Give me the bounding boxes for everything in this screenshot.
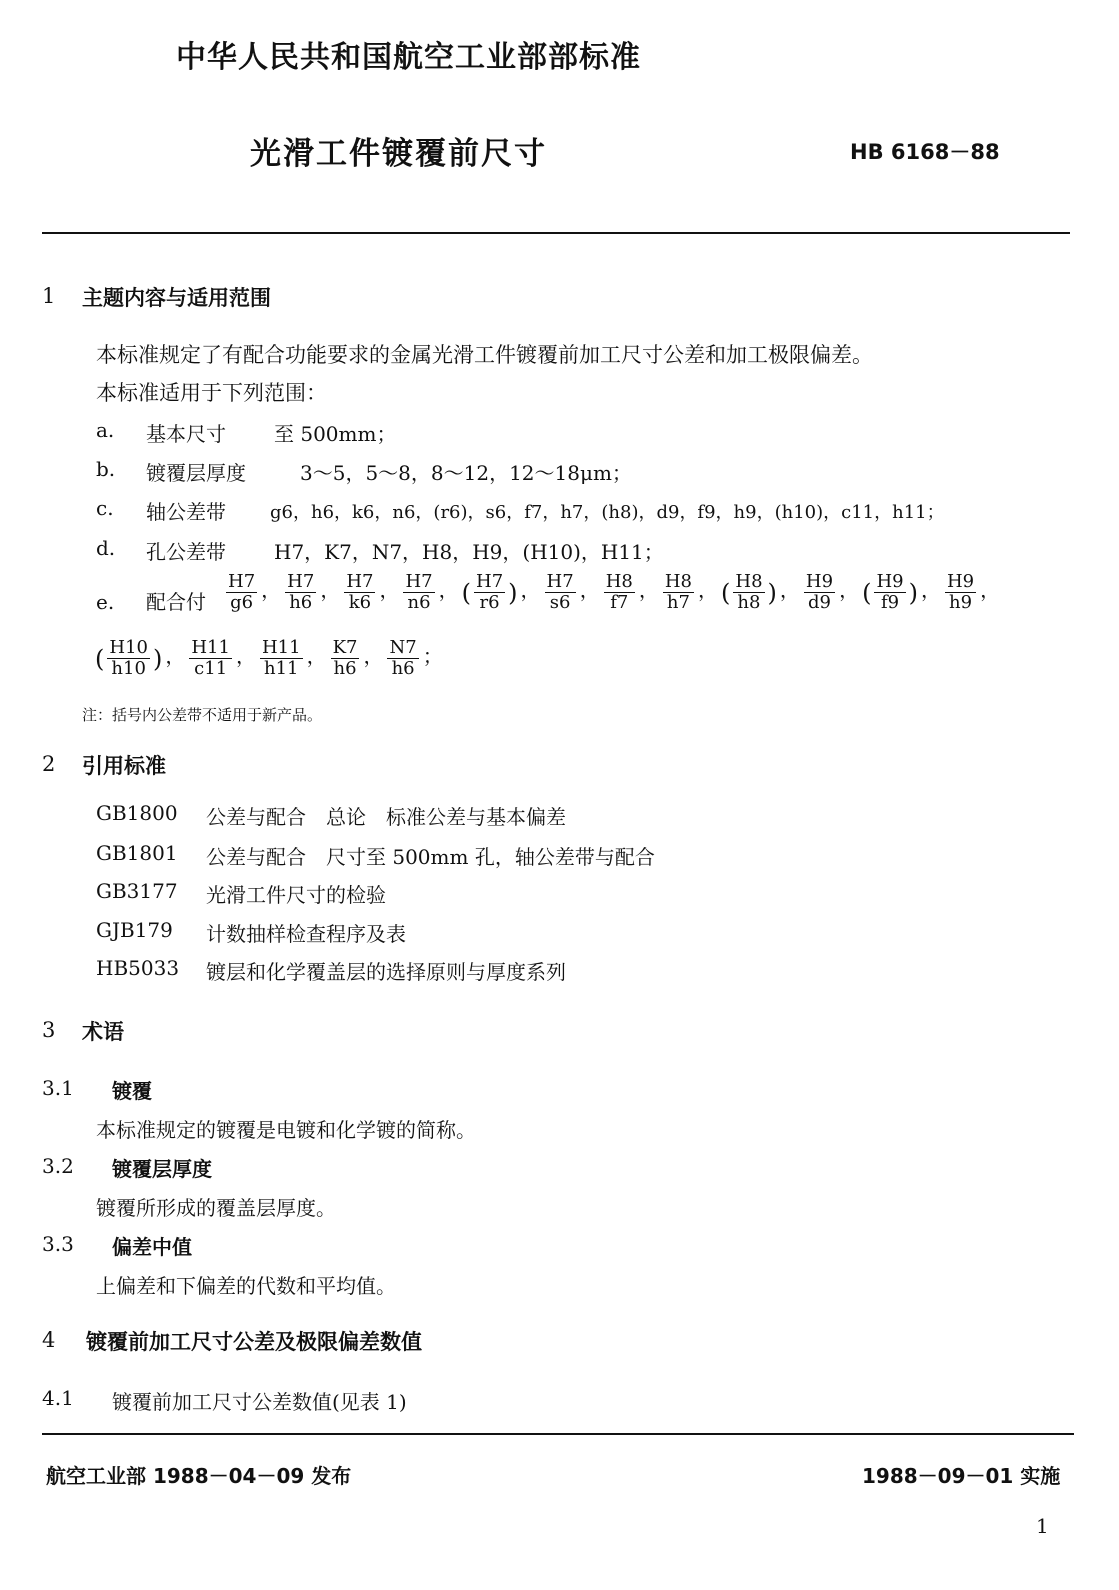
document-title: 光滑工件镀覆前尺寸 [250,136,547,172]
subsection-text: 镀覆前加工尺寸公差数值(见表 1) [112,1390,407,1414]
subsection-number: 4.1 [42,1386,74,1410]
fit-shaft: k6 [348,592,372,613]
separator: ， [638,578,659,602]
fit-hole: H8 [735,571,763,592]
section-1-heading: 主题内容与适用范围 [82,286,271,310]
page-number: 1 [1036,1514,1049,1538]
separator: ， [379,578,400,602]
footer-rule [42,1433,1074,1435]
fit-shaft: h6 [391,658,415,679]
fit-fraction [107,638,150,679]
list-item-name: 镀覆层厚度 [146,461,246,485]
issue-date: 航空工业部 1988－04－09 发布 [46,1464,352,1488]
fit-fraction [403,572,434,613]
fit-hole: H11 [191,637,230,658]
term-name: 镀覆 [112,1079,152,1103]
separator: ， [438,578,459,602]
reference-code: HB5033 [96,956,180,980]
list-item-value: 3～5，5～8，8～12，12～18μm； [300,461,632,485]
list-item-name: 基本尺寸 [146,422,226,446]
separator: ， [579,578,600,602]
close-paren: ) [767,578,777,607]
fit-hole: H11 [261,637,301,658]
fit-fraction [474,572,505,613]
section-1-scope-intro: 本标准适用于下列范围： [96,381,327,405]
section-1-number: 1 [42,284,56,308]
open-paren: ( [95,644,105,673]
fit-shaft: h7 [666,592,690,613]
separator: ， [165,644,186,668]
section-4-number: 4 [42,1328,56,1352]
term-definition: 上偏差和下偏差的代数和平均值。 [96,1274,396,1298]
reference-title: 公差与配合 尺寸至 500mm 孔，轴公差带与配合 [206,845,655,869]
fit-shaft: h9 [949,592,973,613]
term-number: 3.1 [42,1076,74,1100]
fit-hole: H10 [109,637,148,658]
list-item-label: e. [96,590,115,614]
fit-shaft: n6 [407,592,431,613]
note: 注：括号内公差带不适用于新产品。 [82,706,323,724]
reference-code: GB3177 [96,879,178,903]
fit-shaft: h8 [737,592,761,613]
separator: ， [320,578,341,602]
fit-shaft: c11 [194,658,228,679]
fit-fraction [387,638,418,679]
list-item-label: c. [96,496,114,520]
close-paren: ) [908,578,918,607]
fit-hole: H7 [287,571,315,592]
open-paren: ( [461,578,471,607]
fit-hole: H9 [805,571,834,592]
fit-shaft: h11 [264,658,299,679]
fit-hole: H7 [346,571,374,592]
fit-shaft: g6 [230,592,254,613]
fit-shaft: h10 [111,658,146,679]
fit-fraction [874,572,905,613]
list-item-name: 孔公差带 [146,540,226,564]
fit-hole: H9 [946,571,975,592]
fit-shaft: s6 [549,592,571,613]
reference-code: GB1801 [96,841,178,865]
separator: ， [839,578,860,602]
separator: ， [980,578,1001,602]
separator: ， [920,578,941,602]
reference-title: 镀层和化学覆盖层的选择原则与厚度系列 [206,960,566,984]
fit-hole: H7 [546,571,574,592]
term-number: 3.2 [42,1154,74,1178]
reference-title: 计数抽样检查程序及表 [206,922,406,946]
fit-shaft: d9 [807,592,831,613]
separator: ， [235,644,256,668]
header-rule [42,232,1070,234]
separator: ， [698,578,718,602]
reference-title: 光滑工件尺寸的检验 [206,883,386,907]
reference-code: GB1800 [96,801,178,825]
section-3-number: 3 [42,1018,56,1042]
fit-hole: H7 [405,571,433,592]
standard-code: HB 6168－88 [850,140,1000,164]
fit-hole: H7 [476,571,504,592]
fit-list-row-1 [224,572,1002,613]
separator: ， [261,578,282,602]
fit-hole: H7 [228,571,256,592]
term-number: 3.3 [42,1232,74,1256]
list-item-value: 至 500mm； [274,422,397,446]
fit-fraction [260,638,303,679]
section-1-paragraph: 本标准规定了有配合功能要求的金属光滑工件镀覆前加工尺寸公差和加工极限偏差。 [96,343,873,367]
section-3-heading: 术语 [82,1020,124,1044]
fit-hole: H8 [605,571,633,592]
open-paren: ( [721,578,731,607]
open-paren: ( [862,578,872,607]
list-item-label: a. [96,418,115,442]
term-name: 偏差中值 [112,1235,192,1259]
fit-fraction [733,572,764,613]
fit-hole: N7 [389,637,417,658]
separator: ； [422,644,443,668]
term-definition: 镀覆所形成的覆盖层厚度。 [96,1196,336,1220]
fit-fraction [285,572,316,613]
fit-fraction [804,572,835,613]
fit-shaft: f7 [610,592,629,613]
section-4-heading: 镀覆前加工尺寸公差及极限偏差数值 [86,1330,422,1354]
separator: ， [779,578,800,602]
reference-title: 公差与配合 总论 标准公差与基本偏差 [206,805,566,829]
fit-list-row-2 [94,638,445,679]
list-item-name: 轴公差带 [146,500,226,524]
fit-shaft: h6 [289,592,313,613]
list-item-label: b. [96,457,116,481]
list-item-value: g6，h6，k6，n6，(r6)，s6，f7，h7，(h8)，d9，f9，h9，(h10)，c11，h11； [270,502,945,523]
fit-fraction [545,572,576,613]
close-paren: ) [152,644,163,673]
fit-shaft: h6 [333,658,357,679]
section-2-number: 2 [42,752,56,776]
fit-shaft: f9 [880,592,900,613]
fit-fraction [226,572,257,613]
list-item-label: d. [96,536,116,560]
fit-fraction [331,638,360,679]
list-item-value: H7，K7，N7，H8，H9，(H10)，H11； [274,540,664,564]
fit-hole: H8 [664,571,692,592]
list-item-name: 配合付 [146,590,206,614]
fit-hole: K7 [332,637,358,658]
separator: ， [306,644,327,668]
fit-shaft: r6 [479,592,500,613]
separator: ， [363,644,384,668]
separator: ， [520,578,541,602]
issuing-authority: 中华人民共和国航空工业部部标准 [176,40,641,75]
fit-fraction [189,638,232,679]
fit-fraction [344,572,375,613]
fit-fraction [663,572,694,613]
term-name: 镀覆层厚度 [112,1157,212,1181]
section-2-heading: 引用标准 [82,754,166,778]
fit-fraction [604,572,635,613]
close-paren: ) [508,578,518,607]
reference-code: GJB179 [96,918,173,942]
term-definition: 本标准规定的镀覆是电镀和化学镀的简称。 [96,1118,476,1142]
effective-date: 1988－09－01 实施 [862,1464,1061,1488]
fit-fraction [945,572,976,613]
fit-hole: H9 [876,571,904,592]
